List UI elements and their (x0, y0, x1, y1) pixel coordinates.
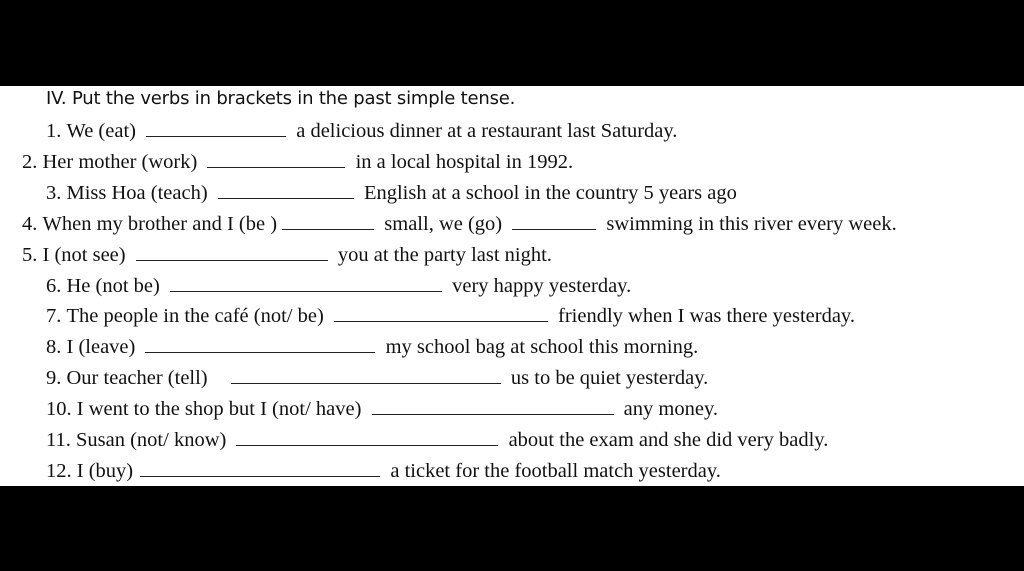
item-number: 2. (22, 151, 38, 173)
answer-blank[interactable] (372, 396, 614, 415)
exercise-item-7 (46, 301, 855, 331)
exercise-item-3 (46, 178, 737, 208)
item-prompt: When my brother and I (be ) (42, 213, 278, 235)
item-prompt: I (buy) (76, 460, 134, 482)
exercise-item-6 (46, 271, 631, 301)
item-number: 9. (46, 367, 62, 389)
item-continuation: a ticket for the football match yesterday. (390, 460, 721, 482)
item-number: 5. (22, 244, 38, 266)
item-prompt: Susan (not/ know) (76, 429, 227, 451)
item-number: 6. (46, 275, 62, 297)
item-prompt: Our teacher (tell) (66, 367, 208, 389)
item-prompt: I (leave) (66, 336, 136, 358)
item-prompt: Miss Hoa (teach) (66, 182, 208, 204)
item-continuation: friendly when I was there yesterday. (558, 305, 855, 327)
answer-blank[interactable] (236, 427, 498, 446)
exercise-item-9 (46, 363, 708, 393)
item-continuation: us to be quiet yesterday. (510, 367, 709, 389)
exercise-item-12 (46, 456, 721, 486)
exercise-item-11 (46, 425, 828, 455)
answer-blank[interactable] (146, 118, 286, 137)
item-prompt-2: small, we (go) (384, 213, 503, 235)
exercise-item-1 (46, 116, 677, 146)
item-prompt: The people in the café (not/ be) (66, 305, 324, 327)
exercise-item-5 (22, 240, 552, 270)
answer-blank[interactable] (170, 273, 442, 292)
answer-blank[interactable] (512, 211, 596, 230)
answer-blank[interactable] (334, 303, 548, 322)
exercise-item-10 (46, 394, 718, 424)
item-number: 10. (46, 398, 72, 420)
item-number: 8. (46, 336, 62, 358)
exercise-item-8 (46, 332, 698, 362)
item-number: 12. (46, 460, 72, 482)
item-continuation: my school bag at school this morning. (385, 336, 699, 358)
item-number: 7. (46, 305, 62, 327)
item-continuation: you at the party last night. (337, 244, 552, 266)
worksheet-page (0, 86, 1024, 486)
item-continuation: very happy yesterday. (452, 275, 632, 297)
answer-blank[interactable] (136, 242, 328, 261)
item-continuation: swimming in this river every week. (606, 213, 897, 235)
item-continuation: any money. (623, 398, 718, 420)
answer-blank[interactable] (218, 180, 354, 199)
answer-blank[interactable] (231, 365, 501, 384)
item-prompt: We (eat) (66, 120, 136, 142)
exercise-item-4 (22, 209, 897, 239)
item-number: 4. (22, 213, 38, 235)
item-continuation: in a local hospital in 1992. (355, 151, 574, 173)
exercise-item-2 (22, 147, 573, 177)
answer-blank[interactable] (207, 149, 345, 168)
item-number: 1. (46, 120, 62, 142)
exercise-heading: IV. Put the verbs in brackets in the past simple tense. (46, 88, 516, 109)
answer-blank[interactable] (282, 211, 374, 230)
item-prompt: I went to the shop but I (not/ have) (76, 398, 362, 420)
item-prompt: He (not be) (66, 275, 160, 297)
item-continuation: about the exam and she did very badly. (508, 429, 829, 451)
item-prompt: I (not see) (42, 244, 126, 266)
item-continuation: English at a school in the country 5 years ago (363, 182, 737, 204)
item-prompt: Her mother (work) (42, 151, 198, 173)
answer-blank[interactable] (145, 334, 375, 353)
item-number: 3. (46, 182, 62, 204)
item-continuation: a delicious dinner at a restaurant last Saturday. (296, 120, 678, 142)
answer-blank[interactable] (140, 458, 380, 477)
item-number: 11. (46, 429, 71, 451)
